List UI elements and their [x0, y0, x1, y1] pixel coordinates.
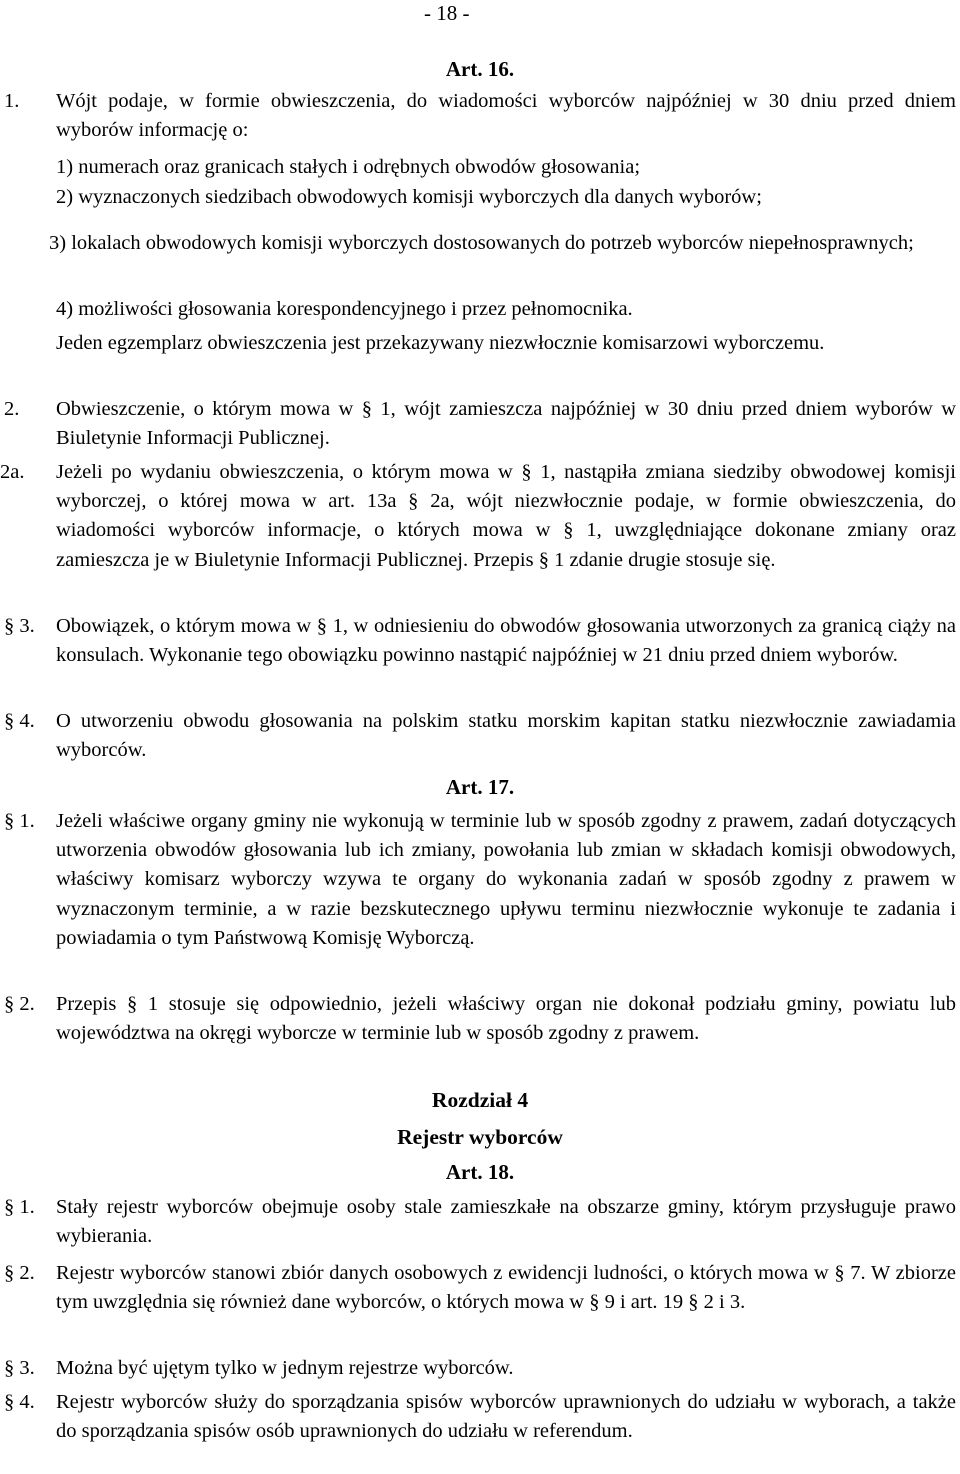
paragraph-text: Jeżeli po wydaniu obwieszczenia, o którym mowa w § 1, nastąpiła zmiana siedziby obwodowej komisji wyborczej, o której mowa w art. 13a § 2a, wójt niezwłocznie podaje, w formie obwieszczenia, do wiadomości wyborców informacje, o których mowa w § 1, uwzględniające dokonane zmiany oraz zamieszcza je w Biuletynie Informacji Publicznej. Przepis § 1 zdanie drugie stosuje się. — [56, 461, 956, 571]
par-number: 2a. — [0, 461, 25, 483]
art18-par4 — [4, 1388, 956, 1446]
paragraph-text: Stały rejestr wyborców obejmuje osoby stale zamieszkałe na obszarze gminy, którym przysługuje prawo wybierania. — [56, 1196, 956, 1248]
art16-item-1: 1) numerach oraz granicach stałych i odrębnych obwodów głosowania; — [56, 156, 641, 178]
par-number: § 3. — [4, 615, 35, 637]
paragraph-text: Obwieszczenie, o którym mowa w § 1, wójt zamieszcza najpóźniej w 30 dniu przed dniem wyborów w Biuletynie Informacji Publicznej. — [56, 398, 956, 450]
par-number: § 1. — [4, 810, 35, 832]
art17-par1 — [4, 807, 956, 953]
article-16-title: Art. 16. — [445, 57, 515, 81]
chapter-number: Rozdział 4 — [431, 1088, 529, 1112]
par-number: 1. — [4, 90, 20, 112]
par-number: § 4. — [4, 1391, 35, 1413]
art17-par2 — [4, 990, 956, 1048]
article-17-title: Art. 17. — [445, 775, 515, 799]
art16-par1-closing: Jeden egzemplarz obwieszczenia jest przekazywany niezwłocznie komisarzowi wyborczemu. — [56, 332, 825, 354]
par-number: § 4. — [4, 710, 35, 732]
art16-par2a — [0, 458, 956, 575]
art16-par4 — [4, 707, 956, 765]
art16-item-4: 4) możliwości głosowania korespondencyjnego i przez pełnomocnika. — [56, 298, 633, 320]
chapter-title: Rejestr wyborców — [397, 1125, 563, 1149]
art16-item-3: 3) lokalach obwodowych komisji wyborczych dostosowanych do potrzeb wyborców niepełnosprawnych; — [49, 232, 914, 254]
paragraph-text: Można być ujętym tylko w jednym rejestrze wyborców. — [56, 1357, 514, 1379]
paragraph-text: Rejestr wyborców służy do sporządzania spisów wyborców uprawnionych do udziału w wyborach, a także do sporządzania spisów osób uprawnionych do udziału w referendum. — [56, 1391, 956, 1443]
art16-par3 — [4, 612, 956, 670]
paragraph-text: Rejestr wyborców stanowi zbiór danych osobowych z ewidencji ludności, o których mowa w § 7. W zbiorze tym uwzględnia się również dane wyborców, o których mowa w § 9 i art. 19 § 2 i 3. — [56, 1262, 956, 1314]
par-number: § 2. — [4, 993, 35, 1015]
art16-par1 — [4, 87, 956, 145]
art18-par2 — [4, 1259, 956, 1317]
art16-par2 — [4, 395, 956, 453]
par-number: § 2. — [4, 1262, 35, 1284]
par-number: § 3. — [4, 1357, 35, 1379]
article-18-title: Art. 18. — [445, 1160, 515, 1184]
par-number: § 1. — [4, 1196, 35, 1218]
paragraph-text: O utworzeniu obwodu głosowania na polskim statku morskim kapitan statku niezwłocznie zawiadamia wyborców. — [56, 710, 956, 762]
paragraph-text: Obowiązek, o którym mowa w § 1, w odniesieniu do obwodów głosowania utworzonych za granicą ciąży na konsulach. Wykonanie tego obowiązku powinno nastąpić najpóźniej w 21 dniu przed dniem wyborów. — [56, 615, 956, 667]
page-number: - 18 - — [424, 1, 470, 25]
paragraph-text: Jeżeli właściwe organy gminy nie wykonują w terminie lub w sposób zgodny z prawem, zadań dotyczących utworzenia obwodów głosowania lub ich zmiany, powołania lub zmian w składach komisji obwodowych, właściwy komisarz wyborczy wzywa te organy do wykonania zadań w sposób zgodny z prawem w wyznaczonym terminie, a w razie bezskutecznego upływu terminu niezwłocznie wykonuje te zadania i powiadamia o tym Państwową Komisję Wyborczą. — [56, 810, 956, 949]
art18-par1 — [4, 1193, 956, 1251]
art18-par3 — [4, 1354, 956, 1383]
paragraph-text: Wójt podaje, w formie obwieszczenia, do wiadomości wyborców najpóźniej w 30 dniu przed dniem wyborów informację o: — [56, 90, 956, 142]
paragraph-text: Przepis § 1 stosuje się odpowiednio, jeżeli właściwy organ nie dokonał podziału gminy, powiatu lub województwa na okręgi wyborcze w terminie lub w sposób zgodny z prawem. — [56, 993, 956, 1045]
art16-item-2: 2) wyznaczonych siedzibach obwodowych komisji wyborczych dla danych wyborów; — [56, 186, 762, 208]
par-number: 2. — [4, 398, 20, 420]
